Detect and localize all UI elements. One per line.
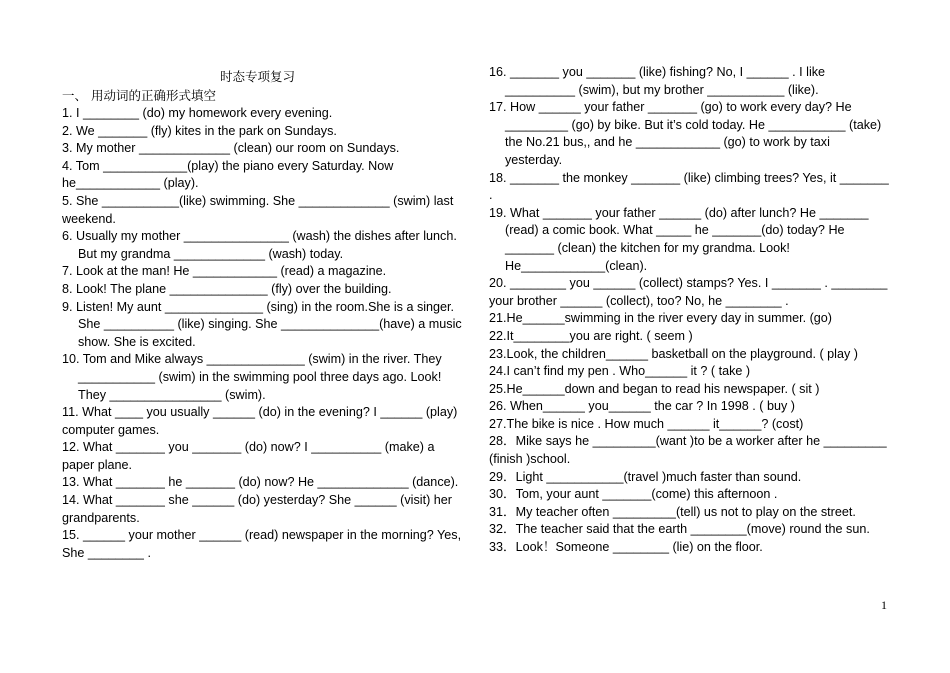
question-14: 14. What _______ she ______ (do) yesterday? She ______ (visit) her grandparents. (62, 493, 452, 525)
question-17: 17. How ______ your father _______ (go) to work every day? He _________ (go) by bike. But it’s cold today. He ___________ (take) the No.21 bus,, and he ____________ (go) to work by taxi yesterday. (489, 100, 882, 167)
question-2: 2. We _______ (fly) kites in the park on Sundays. (62, 123, 337, 138)
question-12: 12. What _______ you _______ (do) now? I __________ (make) a paper plane. (62, 440, 435, 472)
question-25: 25.He______down and began to read his newspaper. ( sit ) (489, 381, 820, 396)
question-30: 30．Tom, your aunt _______(come) this afternoon . (489, 487, 778, 502)
question-23: 23.Look, the children______ basketball on the playground. ( play ) (489, 346, 858, 361)
question-29: 29．Light ___________(travel )much faster than sound. (489, 469, 802, 484)
question-27: 27.The bike is nice . How much ______ it______? (cost) (489, 416, 804, 431)
section-heading: 一、 用动词的正确形式填空 (62, 88, 216, 103)
left-column (62, 105, 468, 562)
question-19: 19. What _______ your father ______ (do) after lunch? He _______ (read) a comic book. What _____ he _______(do) today? He _______ (clean) the kitchen for my grandma. Look! He____________(clean). (489, 205, 869, 273)
question-31: 31．My teacher often _________(tell) us not to play on the street. (489, 504, 856, 519)
question-4: 4. Tom ____________(play) the piano every Saturday. Now he____________ (play). (62, 158, 394, 191)
question-9: 9. Listen! My aunt ______________ (sing) in the room.She is a singer. She __________ (like) singing. She ______________(have) a music show. She is excited. (62, 299, 462, 349)
question-26: 26. When______ you______ the car ? In 1998 . ( buy ) (489, 399, 795, 414)
question-13: 13. What _______ he _______ (do) now? He _____________ (dance). (62, 475, 459, 490)
question-22: 22.It________you are right. ( seem ) (489, 328, 693, 343)
page-number: 1 (881, 598, 887, 612)
page-title: 时态专项复习 (220, 69, 296, 84)
question-11: 11. What ____ you usually ______ (do) in the evening? I ______ (play) computer games. (62, 405, 458, 437)
question-6: 6. Usually my mother _______________ (wash) the dishes after lunch. But my grandma _____________ (wash) today. (62, 229, 457, 261)
question-10: 10. Tom and Mike always ______________ (swim) in the river. They ___________ (swim) in the swimming pool three days ago. Look! They ________________ (swim). (62, 352, 442, 402)
question-28: 28．Mike says he _________(want )to be a worker after he _________ (finish )school. (489, 434, 887, 467)
question-18: 18. _______ the monkey _______ (like) climbing trees? Yes, it _______ . (489, 170, 889, 203)
question-1: 1. I ________ (do) my homework every evening. (62, 106, 333, 120)
question-24: 24.I can’t find my pen . Who______ it ? ( take ) (489, 364, 751, 379)
question-16: 16. _______ you _______ (like) fishing? No, I ______ . I like __________ (swim), but my brother ___________ (like). (489, 65, 826, 97)
question-32: 32．The teacher said that the earth ________(move) round the sun. (489, 522, 870, 537)
question-20: 20. ________ you ______ (collect) stamps? Yes. I _______ . ________ your brother ______ (collect), too? No, he ________ . (489, 276, 888, 308)
question-5: 5. She ___________(like) swimming. She _____________ (swim) last weekend. (62, 193, 454, 226)
question-7: 7. Look at the man! He ____________ (read) a magazine. (62, 264, 387, 279)
question-21: 21.He______swimming in the river every day in summer. (go) (489, 311, 832, 326)
question-3: 3. My mother _____________ (clean) our room on Sundays. (62, 141, 400, 156)
question-15: 15. ______ your mother ______ (read) newspaper in the morning? Yes, She ________ . (62, 528, 462, 560)
question-33: 33．Look！Someone ________ (lie) on the floor. (489, 540, 763, 555)
question-8: 8. Look! The plane ______________ (fly) over the building. (62, 281, 392, 296)
right-column (489, 64, 889, 557)
